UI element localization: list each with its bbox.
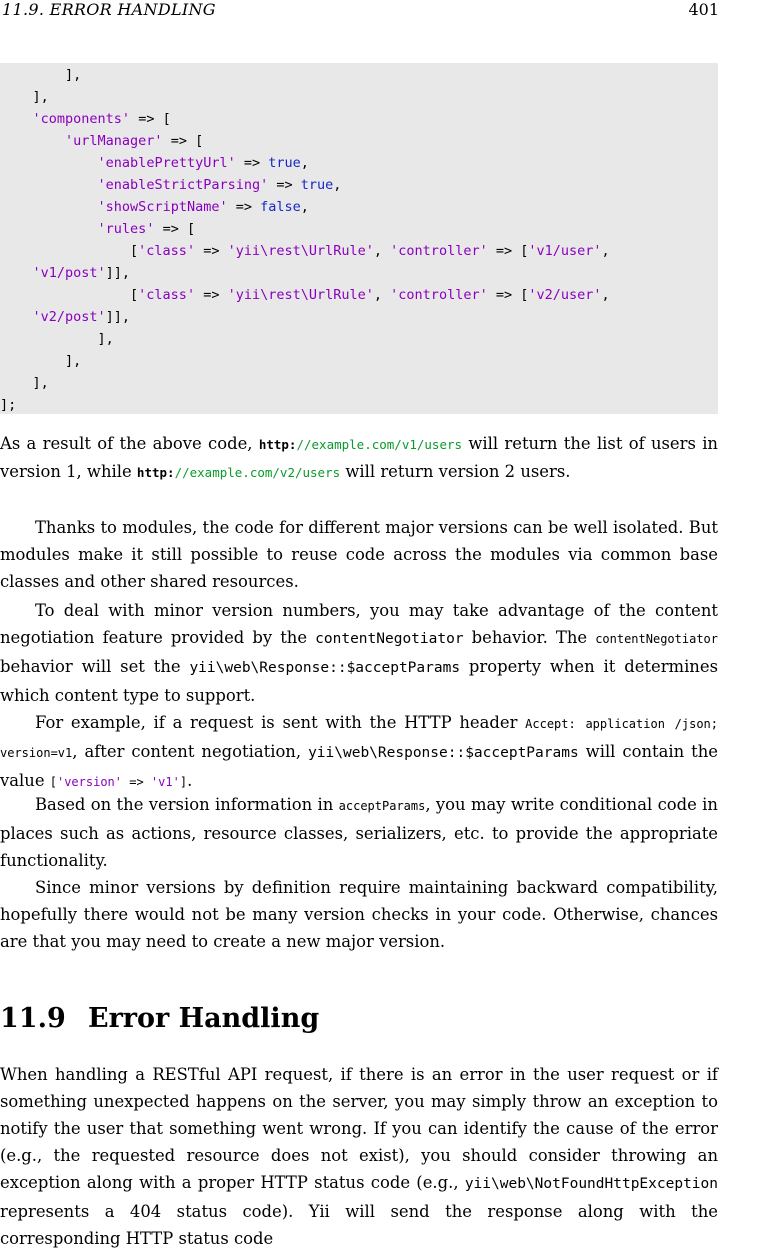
inline-code: yii\web\NotFoundHttpException [464,1176,718,1192]
paragraph-example [0,709,718,796]
paragraph-minor-versions [0,597,718,709]
paragraph-result [0,430,718,486]
text: For example, if a request is sent with the HTTP header [35,713,526,732]
text: To deal with minor version numbers, you may take advantage of the content negotiation feature provided by the [0,601,718,647]
paragraph-accept-params [0,791,718,874]
section-heading [0,1000,319,1038]
text: represents a 404 status code). Yii will send the response along with the corresponding HTTP status code [0,1202,718,1248]
inline-code: acceptParams [338,799,426,813]
inline-code: contentNegotiator [315,631,464,647]
text: As a result of the above code, [0,434,259,453]
text: Based on the version information in [35,795,339,814]
text: behavior. The [463,628,596,647]
text: behavior will set the [0,657,190,676]
paragraph-modules: Thanks to modules, the code for different major versions can be well isolated. But modules make it still possible to reuse code across the modules via common base classes and other shared resources. [0,518,718,591]
text: will return the list of users in version 1, while [0,434,718,481]
url-path: //example.com/v2/users [174,465,341,480]
inline-code: Accept: application /json; version=v1 [0,717,719,760]
inline-code: contentNegotiator [595,632,719,646]
inline-code: yii\web\Response::$acceptParams [308,745,579,761]
url-scheme: http: [258,437,297,452]
text: When handling a RESTful API request, if there is an error in the user request or if something unexpected happens on the server, you may simply throw an exception to notify the user that something went wrong. If you can identify the cause of the error (e.g., the requested resource does not exist), you should consider throwing an exception along with a proper HTTP status code (e.g., [0,1065,718,1192]
inline-code: yii\web\Response::$acceptParams [189,660,461,676]
code-listing: ], ], 'components' => [ 'urlManager' => [ 'enablePrettyUrl' => true, 'enableStrictParsing' => true, 'showScriptName' => false, 'rules' => [ ['class' => 'yii\rest\UrlRule', 'controller' => ['v1/user', 'v1/post']], ['class' => 'yii\rest\UrlRule', 'controller' => ['v2/user', 'v2/post']], ], ], ], ]; [0,67,610,413]
section-number: 11.9 [0,1003,66,1034]
text: will return version 2 users. [340,462,571,481]
text: property when it determines which content type to support. [0,657,718,705]
running-header [0,0,719,20]
section-title: Error Handling [88,1003,320,1034]
code-block [0,63,718,414]
url-path: //example.com/v1/users [296,437,463,452]
text: . [187,771,193,790]
text: , you may write conditional code in places such as actions, resource classes, serializers, etc. to provide the appropriate functionality. [0,795,718,870]
chapter-title: 11.9. ERROR HANDLING [2,0,216,19]
page-number: 401 [688,0,719,19]
text: , after content negotiation, [72,742,309,761]
paragraph-compatibility: Since minor versions by definition require maintaining backward compatibility, hopefully there would not be many version checks in your code. Otherwise, chances are that you may need to create a new major version. [0,878,718,951]
paragraph-error-handling [0,1061,718,1252]
text: will contain the value [0,742,718,790]
url-scheme: http: [136,465,175,480]
inline-code: ['version' => 'v1'] [49,775,188,789]
